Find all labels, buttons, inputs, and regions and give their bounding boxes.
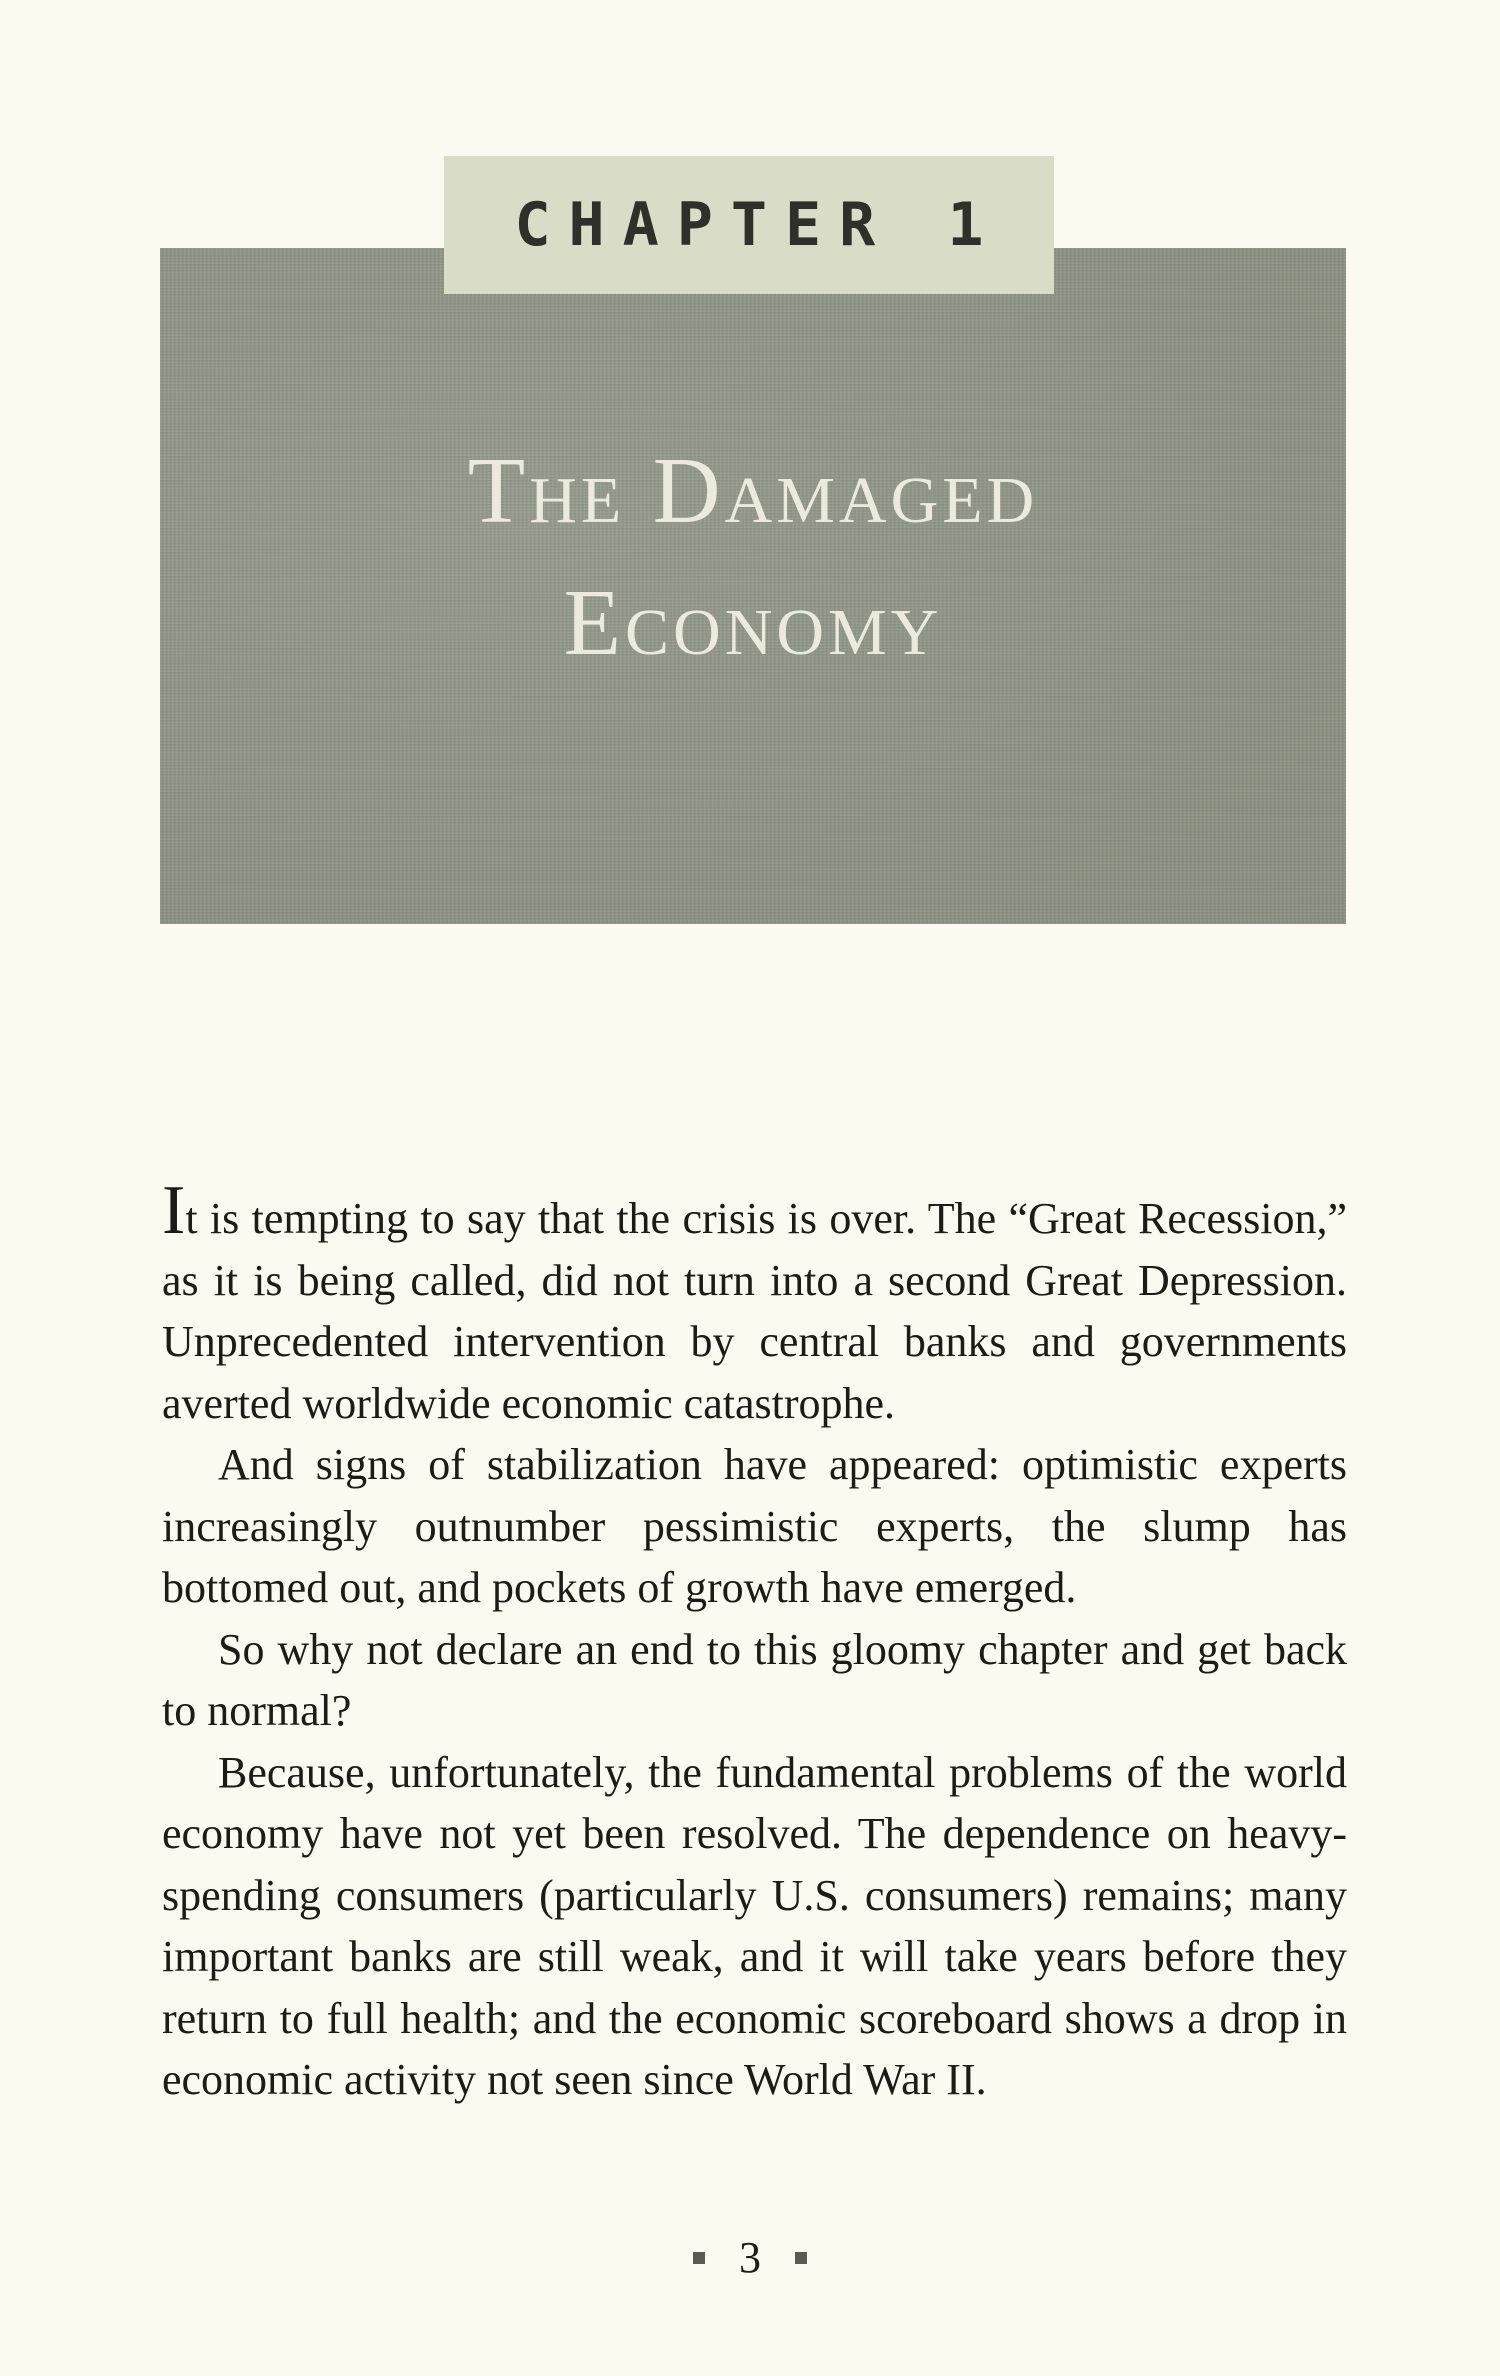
- chapter-title: [160, 425, 1346, 689]
- paragraph-4: Because, unfortunately, the fundamental problems of the world economy have not yet been resolved. The dependence on heavy-spending consumers (particularly U.S. consumers) remains; many important banks are still weak, and it will take years before they return to full health; and the economic scoreboard shows a drop in economic activity not seen since World War II.: [162, 1747, 1347, 2104]
- paragraph-3: So why not declare an end to this gloomy chapter and get back to normal?: [162, 1624, 1347, 1735]
- paragraph-2: And signs of stabilization have appeared: optimistic experts increasingly outnumber pessimistic experts, the slump has bottomed out, and pockets of growth have emerged.: [162, 1440, 1347, 1612]
- paragraph-1-text: t is tempting to say that the crisis is over. The “Great Recession,” as it is being called, did not turn into a second Great Depression. Unprecedented intervention by central banks and governments averted worldwide economic catastrophe.: [162, 1194, 1347, 1428]
- paragraph-1: [162, 1172, 1347, 1434]
- page-number: 3: [739, 2233, 761, 2282]
- drop-initial: I: [162, 1172, 186, 1249]
- chapter-label: CHAPTER 1: [514, 190, 1002, 260]
- chapter-title-line-2: Economy: [563, 571, 943, 675]
- page-footer: [0, 2232, 1500, 2283]
- chapter-title-line-1: The Damaged: [467, 439, 1039, 543]
- chapter-tab: [444, 156, 1054, 294]
- body-text: [162, 1172, 1347, 2111]
- folio-ornament-right: [795, 2252, 807, 2264]
- folio-ornament-left: [693, 2252, 705, 2264]
